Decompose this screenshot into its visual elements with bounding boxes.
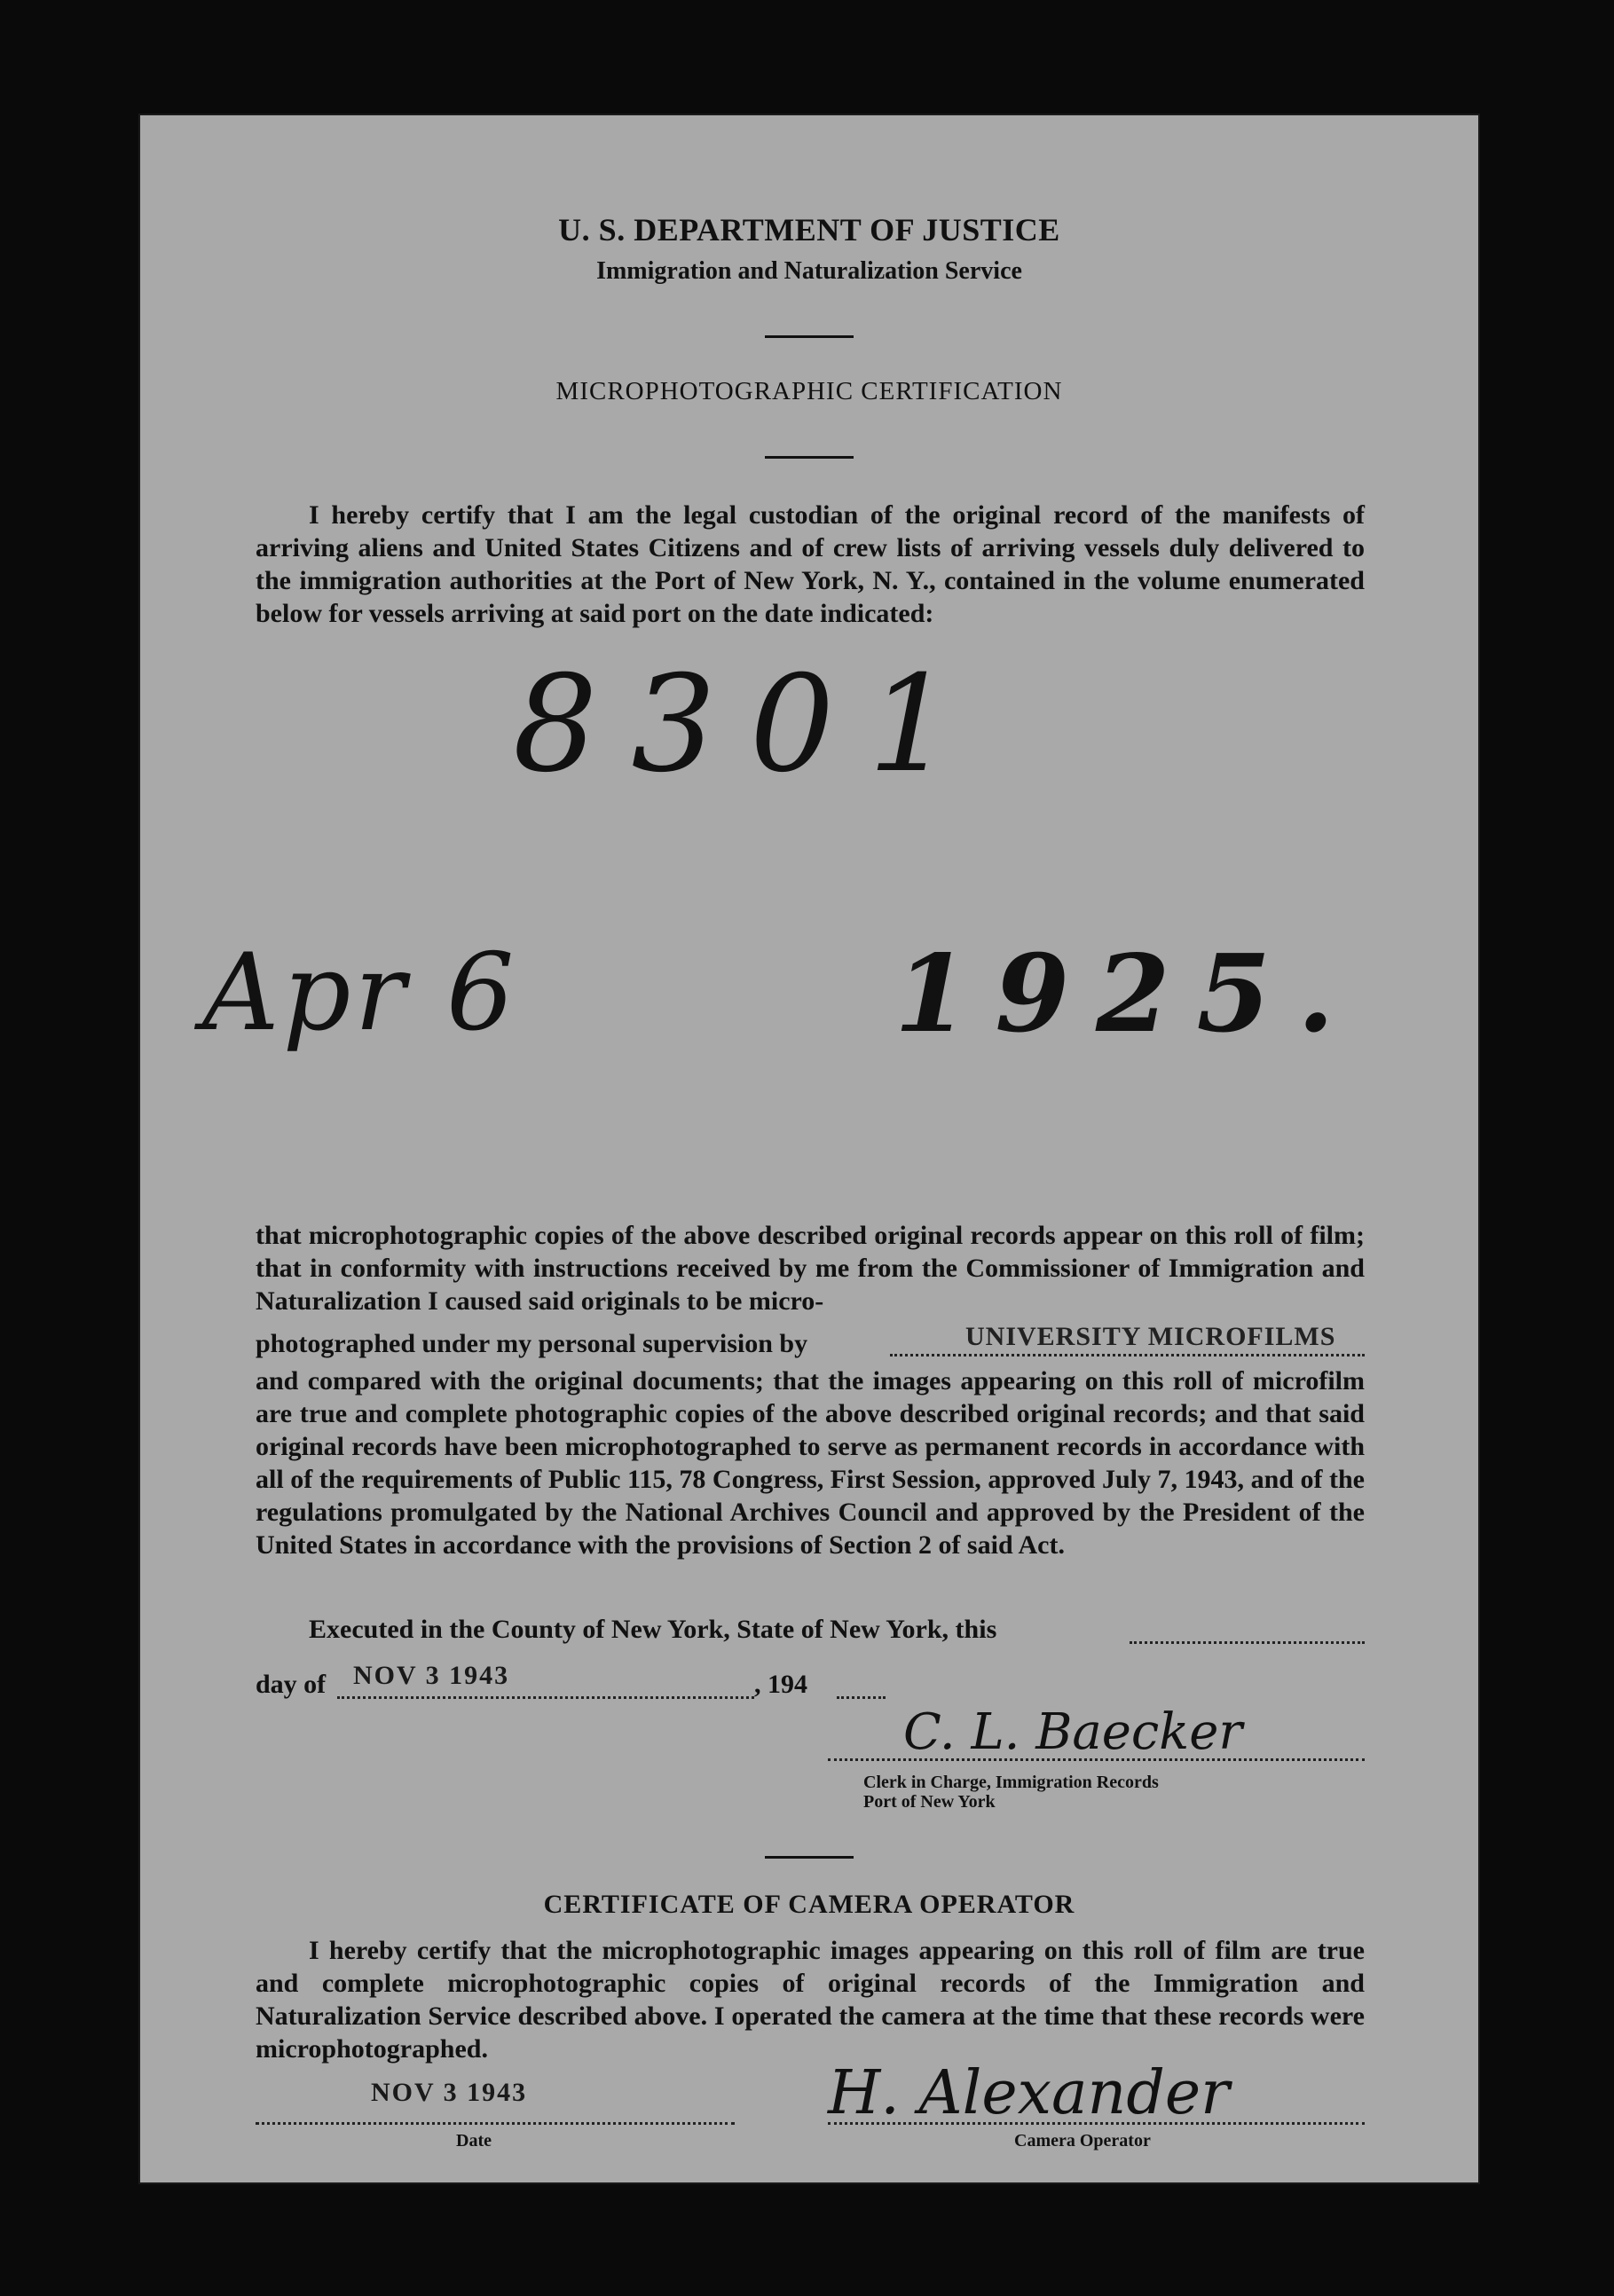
certification-title: MICROPHOTOGRAPHIC CERTIFICATION xyxy=(555,377,1063,405)
day-of-label: day of xyxy=(256,1670,327,1699)
clerk-title-line1: Clerk in Charge, Immigration Records xyxy=(863,1773,1159,1792)
camera-stamped-date: NOV 3 1943 xyxy=(371,2078,528,2107)
certificate-page xyxy=(140,115,1478,2182)
camera-operator-signature: H. Alexander xyxy=(828,2058,1230,2128)
divider-rule xyxy=(765,335,854,338)
day-of-dotted-line xyxy=(337,1696,754,1699)
year-suffix: , 194 xyxy=(754,1670,807,1699)
divider-rule xyxy=(765,456,854,459)
service-subheading: Immigration and Naturalization Service xyxy=(596,257,1022,285)
handwritten-date-year: 1925. xyxy=(894,932,1361,1057)
supervision-dotted-line xyxy=(890,1354,1365,1356)
intro-paragraph: I hereby certify that I am the legal custodian of the original record of the manifests of arriving aliens and United States Citizens and of crew lists of arriving vessels duly delivered to the immigration authorities at the Port of New York, N. Y., contained in the volume enumerated below for vessels arriving at said port on the date indicated: xyxy=(256,500,1365,628)
camera-operator-label: Camera Operator xyxy=(1014,2131,1151,2151)
body-paragraph-rest: and compared with the original documents; that the images appearing on this roll of microfilm are true and complete photographic copies of the above described original records; and that said original records have been microphotographed to serve as permanent records in accordance with all of the requirements of Public 115, 78 Congress, First Session, approved July 7, 1943, and of the regulations promulgated by the National Archives Council and approved by the President of the United States in accordance with the provisions of Section 2 of said Act. xyxy=(256,1366,1365,1560)
clerk-signature-line xyxy=(828,1758,1365,1761)
camera-certificate-text: I hereby certify that the microphotographic images appearing on this roll of film are true and complete microphotographic copies of original records of the Immigration and Naturalization Service described above. I operated the camera at the time that these records were microphotographed. xyxy=(256,1936,1365,2064)
supervision-label: photographed under my personal supervision by xyxy=(256,1329,808,1358)
camera-operator-line xyxy=(828,2122,1365,2125)
department-heading: U. S. DEPARTMENT OF JUSTICE xyxy=(558,212,1060,248)
divider-rule xyxy=(765,1856,854,1859)
supervision-value: UNIVERSITY MICROFILMS xyxy=(965,1322,1336,1351)
body-paragraph-intro: that microphotographic copies of the above described original records appear on this roll of film; that in conformity with instructions received by me from the Commissioner of Immigration and Naturalization I caused said originals to be micro- xyxy=(256,1221,1365,1316)
camera-date-label: Date xyxy=(456,2131,492,2151)
camera-date-line xyxy=(256,2122,735,2125)
handwritten-date-month-day: Apr 6 xyxy=(202,932,518,1055)
clerk-title-line2: Port of New York xyxy=(863,1792,996,1812)
camera-certificate-title: CERTIFICATE OF CAMERA OPERATOR xyxy=(543,1890,1075,1919)
executed-dotted-line xyxy=(1130,1641,1365,1644)
clerk-signature: C. L. Baecker xyxy=(903,1703,1243,1761)
handwritten-volume-number: 8301 xyxy=(513,648,987,802)
stamped-date: NOV 3 1943 xyxy=(353,1661,510,1690)
year-dotted-line xyxy=(837,1696,886,1699)
executed-text: Executed in the County of New York, State of New York, this xyxy=(309,1615,997,1644)
